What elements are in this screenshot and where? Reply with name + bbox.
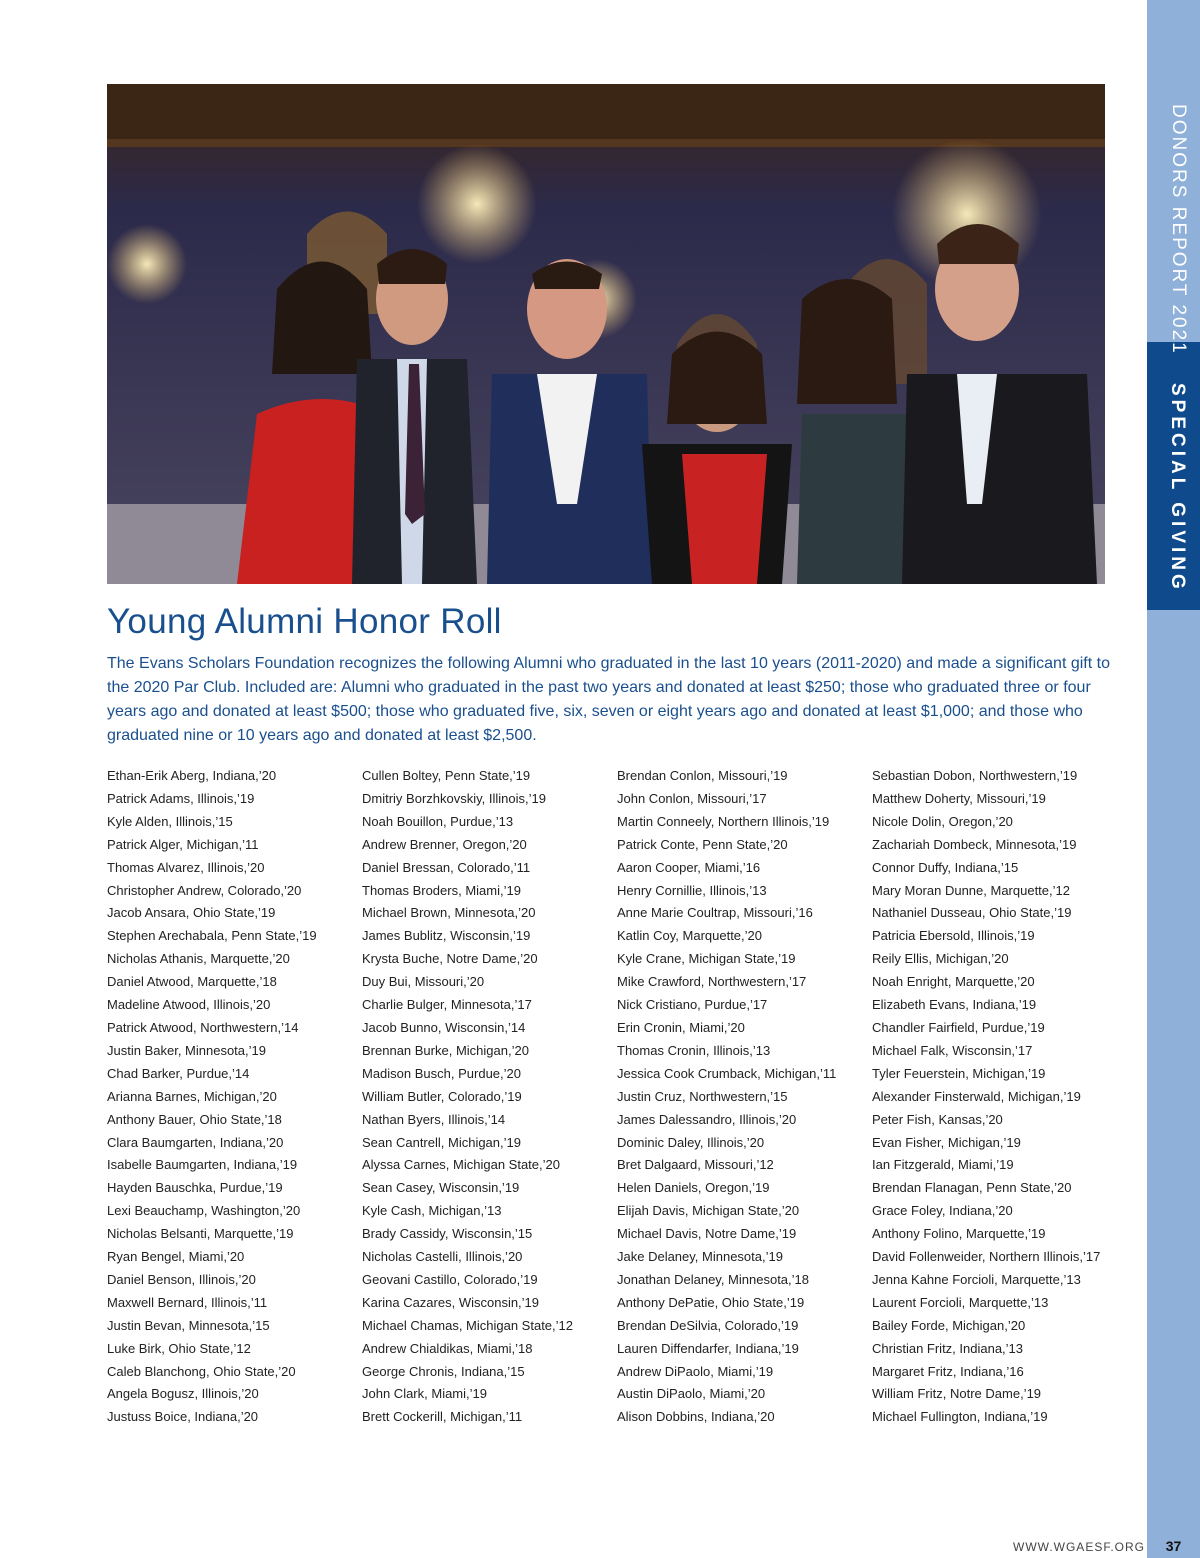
list-item: Patrick Conte, Penn State,’20 (617, 836, 788, 852)
list-item: Reily Ellis, Michigan,’20 (872, 951, 1009, 967)
list-item: Daniel Bressan, Colorado,’11 (362, 859, 531, 875)
list-item: James Dalessandro, Illinois,’20 (617, 1111, 797, 1127)
list-item: Jessica Cook Crumback, Michigan,’11 (617, 1065, 837, 1081)
list-item: Patrick Atwood, Northwestern,’14 (107, 1019, 299, 1035)
list-item: Alexander Finsterwald, Michigan,’19 (872, 1088, 1081, 1104)
list-item: Noah Enright, Marquette,’20 (872, 974, 1035, 990)
list-item: Brendan Conlon, Missouri,’19 (617, 768, 788, 783)
list-item: Mike Crawford, Northwestern,’17 (617, 974, 807, 990)
list-item: Michael Brown, Minnesota,’20 (362, 905, 536, 921)
list-item: Madison Busch, Purdue,’20 (362, 1065, 521, 1081)
list-item: Matthew Doherty, Missouri,’19 (872, 790, 1046, 806)
list-item: Martin Conneely, Northern Illinois,’19 (617, 813, 830, 829)
list-item: Charlie Bulger, Minnesota,’17 (362, 997, 532, 1013)
list-item: Nicholas Belsanti, Marquette,’19 (107, 1226, 294, 1242)
list-item: Mary Moran Dunne, Marquette,’12 (872, 882, 1070, 898)
list-item: Kyle Alden, Illinois,’15 (107, 813, 233, 829)
list-item: John Clark, Miami,’19 (362, 1386, 487, 1402)
list-item: Maxwell Bernard, Illinois,’11 (107, 1294, 268, 1310)
list-item: Zachariah Dombeck, Minnesota,’19 (872, 836, 1077, 852)
list-item: Luke Birk, Ohio State,’12 (107, 1340, 251, 1356)
report-label: DONORS REPORT 2021 (1168, 104, 1189, 355)
page-number: 37 (1165, 1538, 1182, 1554)
section-label: SPECIAL GIVING (1167, 383, 1188, 593)
list-item: Andrew Chialdikas, Miami,’18 (362, 1340, 533, 1356)
list-item: Brett Cockerill, Michigan,’11 (362, 1409, 523, 1425)
list-item: Stephen Arechabala, Penn State,’19 (107, 928, 317, 944)
group-photo-illustration (107, 84, 1105, 584)
list-item: Anthony Folino, Marquette,’19 (872, 1226, 1046, 1242)
list-item: Kyle Crane, Michigan State,’19 (617, 951, 796, 967)
list-item: David Follenweider, Northern Illinois,’17 (872, 1249, 1101, 1265)
list-item: Daniel Atwood, Marquette,’18 (107, 974, 277, 990)
list-item: Justuss Boice, Indiana,’20 (107, 1409, 259, 1425)
list-item: Chad Barker, Purdue,’14 (107, 1065, 250, 1081)
list-item: Ethan-Erik Aberg, Indiana,’20 (107, 768, 277, 783)
list-item: Krysta Buche, Notre Dame,’20 (362, 951, 538, 967)
list-item: Alison Dobbins, Indiana,’20 (617, 1409, 775, 1425)
list-item: Thomas Cronin, Illinois,’13 (617, 1042, 771, 1058)
honor-roll-column-3 (617, 765, 867, 1429)
honor-roll-column-4 (872, 765, 1122, 1429)
list-item: Andrew Brenner, Oregon,’20 (362, 836, 527, 852)
list-item: Helen Daniels, Oregon,’19 (617, 1180, 770, 1196)
list-item: Cullen Boltey, Penn State,’19 (362, 768, 531, 783)
list-item: Clara Baumgarten, Indiana,’20 (107, 1134, 284, 1150)
sidebar-lower-band (1147, 610, 1200, 1558)
list-item: Isabelle Baumgarten, Indiana,’19 (107, 1157, 298, 1173)
list-item: Nicholas Athanis, Marquette,’20 (107, 951, 290, 967)
list-item: Anne Marie Coultrap, Missouri,’16 (617, 905, 813, 921)
list-item: Nathan Byers, Illinois,’14 (362, 1111, 506, 1127)
list-item: Justin Baker, Minnesota,’19 (107, 1042, 266, 1058)
list-item: Connor Duffy, Indiana,’15 (872, 859, 1019, 875)
website-url: WWW.WGAESF.ORG (1013, 1540, 1145, 1554)
list-item: Margaret Fritz, Indiana,’16 (872, 1363, 1024, 1379)
list-item: Nick Cristiano, Purdue,’17 (617, 997, 768, 1013)
list-item: Michael Davis, Notre Dame,’19 (617, 1226, 797, 1242)
list-item: Sean Casey, Wisconsin,’19 (362, 1180, 520, 1196)
list-item: Hayden Bauschka, Purdue,’19 (107, 1180, 283, 1196)
list-item: Jacob Ansara, Ohio State,’19 (107, 905, 276, 921)
group-photo (107, 84, 1105, 584)
list-item: Michael Falk, Wisconsin,’17 (872, 1042, 1033, 1058)
list-item: Tyler Feuerstein, Michigan,’19 (872, 1065, 1046, 1081)
list-item: Katlin Coy, Marquette,’20 (617, 928, 762, 944)
list-item: John Conlon, Missouri,’17 (617, 790, 767, 806)
list-item: Grace Foley, Indiana,’20 (872, 1203, 1013, 1219)
list-item: Jonathan Delaney, Minnesota,’18 (617, 1271, 809, 1287)
list-item: Dominic Daley, Illinois,’20 (617, 1134, 765, 1150)
list-item: Jenna Kahne Forcioli, Marquette,’13 (872, 1271, 1081, 1287)
list-item: Justin Cruz, Northwestern,’15 (617, 1088, 788, 1104)
list-item: Nicole Dolin, Oregon,’20 (872, 813, 1013, 829)
honor-roll-column-1 (107, 765, 357, 1429)
list-item: Brady Cassidy, Wisconsin,’15 (362, 1226, 533, 1242)
list-item: Dmitriy Borzhkovskiy, Illinois,’19 (362, 790, 546, 806)
list-item: Christopher Andrew, Colorado,’20 (107, 882, 302, 898)
list-item: Daniel Benson, Illinois,’20 (107, 1271, 256, 1287)
list-item: Elizabeth Evans, Indiana,’19 (872, 997, 1037, 1013)
list-item: Brendan DeSilvia, Colorado,’19 (617, 1317, 799, 1333)
honor-roll-column-2 (362, 765, 612, 1429)
list-item: Elijah Davis, Michigan State,’20 (617, 1203, 800, 1219)
intro-paragraph: The Evans Scholars Foundation recognizes the following Alumni who graduated in the last 10 years (2011-2020) and made a significant gift to the 2020 Par Club. Included are: Alumni who graduated in the past two years and donated at least $250; those who graduated three or four years ago and donated at least $500; those who graduated five, six, seven or eight years ago and donated at least $1,000; and those who graduated nine or 10 years ago and donated at least $2,500. (107, 655, 1110, 744)
list-item: William Fritz, Notre Dame,’19 (872, 1386, 1042, 1402)
list-item: Ian Fitzgerald, Miami,’19 (872, 1157, 1014, 1173)
list-item: James Bublitz, Wisconsin,’19 (362, 928, 531, 944)
list-item: Brennan Burke, Michigan,’20 (362, 1042, 529, 1058)
list-item: Aaron Cooper, Miami,’16 (617, 859, 761, 875)
list-item: Karina Cazares, Wisconsin,’19 (362, 1294, 540, 1310)
list-item: Anthony Bauer, Ohio State,’18 (107, 1111, 282, 1127)
list-item: Nicholas Castelli, Illinois,’20 (362, 1249, 523, 1265)
list-item: Henry Cornillie, Illinois,’13 (617, 882, 767, 898)
list-item: Andrew DiPaolo, Miami,’19 (617, 1363, 774, 1379)
list-item: Noah Bouillon, Purdue,’13 (362, 813, 514, 829)
list-item: Ryan Bengel, Miami,’20 (107, 1249, 245, 1265)
list-item: Patricia Ebersold, Illinois,’19 (872, 928, 1035, 944)
list-item: Madeline Atwood, Illinois,’20 (107, 997, 271, 1013)
list-item: Anthony DePatie, Ohio State,’19 (617, 1294, 805, 1310)
list-item: Chandler Fairfield, Purdue,’19 (872, 1019, 1045, 1035)
list-item: Caleb Blanchong, Ohio State,’20 (107, 1363, 296, 1379)
list-item: Austin DiPaolo, Miami,’20 (617, 1386, 766, 1402)
list-item: Erin Cronin, Miami,’20 (617, 1019, 745, 1035)
list-item: Brendan Flanagan, Penn State,’20 (872, 1180, 1072, 1196)
list-item: Thomas Alvarez, Illinois,’20 (107, 859, 265, 875)
list-item: Thomas Broders, Miami,’19 (362, 882, 521, 898)
page-title: Young Alumni Honor Roll (107, 602, 502, 641)
list-item: Jacob Bunno, Wisconsin,’14 (362, 1019, 526, 1035)
list-item: Bailey Forde, Michigan,’20 (872, 1317, 1026, 1333)
list-item: Sebastian Dobon, Northwestern,’19 (872, 768, 1078, 783)
list-item: Patrick Adams, Illinois,’19 (107, 790, 255, 806)
list-item: Christian Fritz, Indiana,’13 (872, 1340, 1024, 1356)
list-item: Nathaniel Dusseau, Ohio State,’19 (872, 905, 1072, 921)
list-item: Evan Fisher, Michigan,’19 (872, 1134, 1021, 1150)
list-item: Geovani Castillo, Colorado,’19 (362, 1271, 538, 1287)
list-item: Lexi Beauchamp, Washington,’20 (107, 1203, 301, 1219)
list-item: Peter Fish, Kansas,’20 (872, 1111, 1003, 1127)
list-item: Duy Bui, Missouri,’20 (362, 974, 485, 990)
list-item: Sean Cantrell, Michigan,’19 (362, 1134, 521, 1150)
list-item: Justin Bevan, Minnesota,’15 (107, 1317, 270, 1333)
list-item: Patrick Alger, Michigan,’11 (107, 836, 259, 852)
list-item: Bret Dalgaard, Missouri,’12 (617, 1157, 774, 1173)
list-item: Lauren Diffendarfer, Indiana,’19 (617, 1340, 799, 1356)
list-item: Angela Bogusz, Illinois,’20 (107, 1386, 259, 1402)
list-item: Jake Delaney, Minnesota,’19 (617, 1249, 783, 1265)
list-item: William Butler, Colorado,’19 (362, 1088, 522, 1104)
list-item: Arianna Barnes, Michigan,’20 (107, 1088, 277, 1104)
list-item: Laurent Forcioli, Marquette,’13 (872, 1294, 1049, 1310)
list-item: Alyssa Carnes, Michigan State,’20 (362, 1157, 560, 1173)
list-item: Michael Chamas, Michigan State,’12 (362, 1317, 573, 1333)
list-item: George Chronis, Indiana,’15 (362, 1363, 525, 1379)
list-item: Michael Fullington, Indiana,’19 (872, 1409, 1048, 1425)
list-item: Kyle Cash, Michigan,’13 (362, 1203, 502, 1219)
